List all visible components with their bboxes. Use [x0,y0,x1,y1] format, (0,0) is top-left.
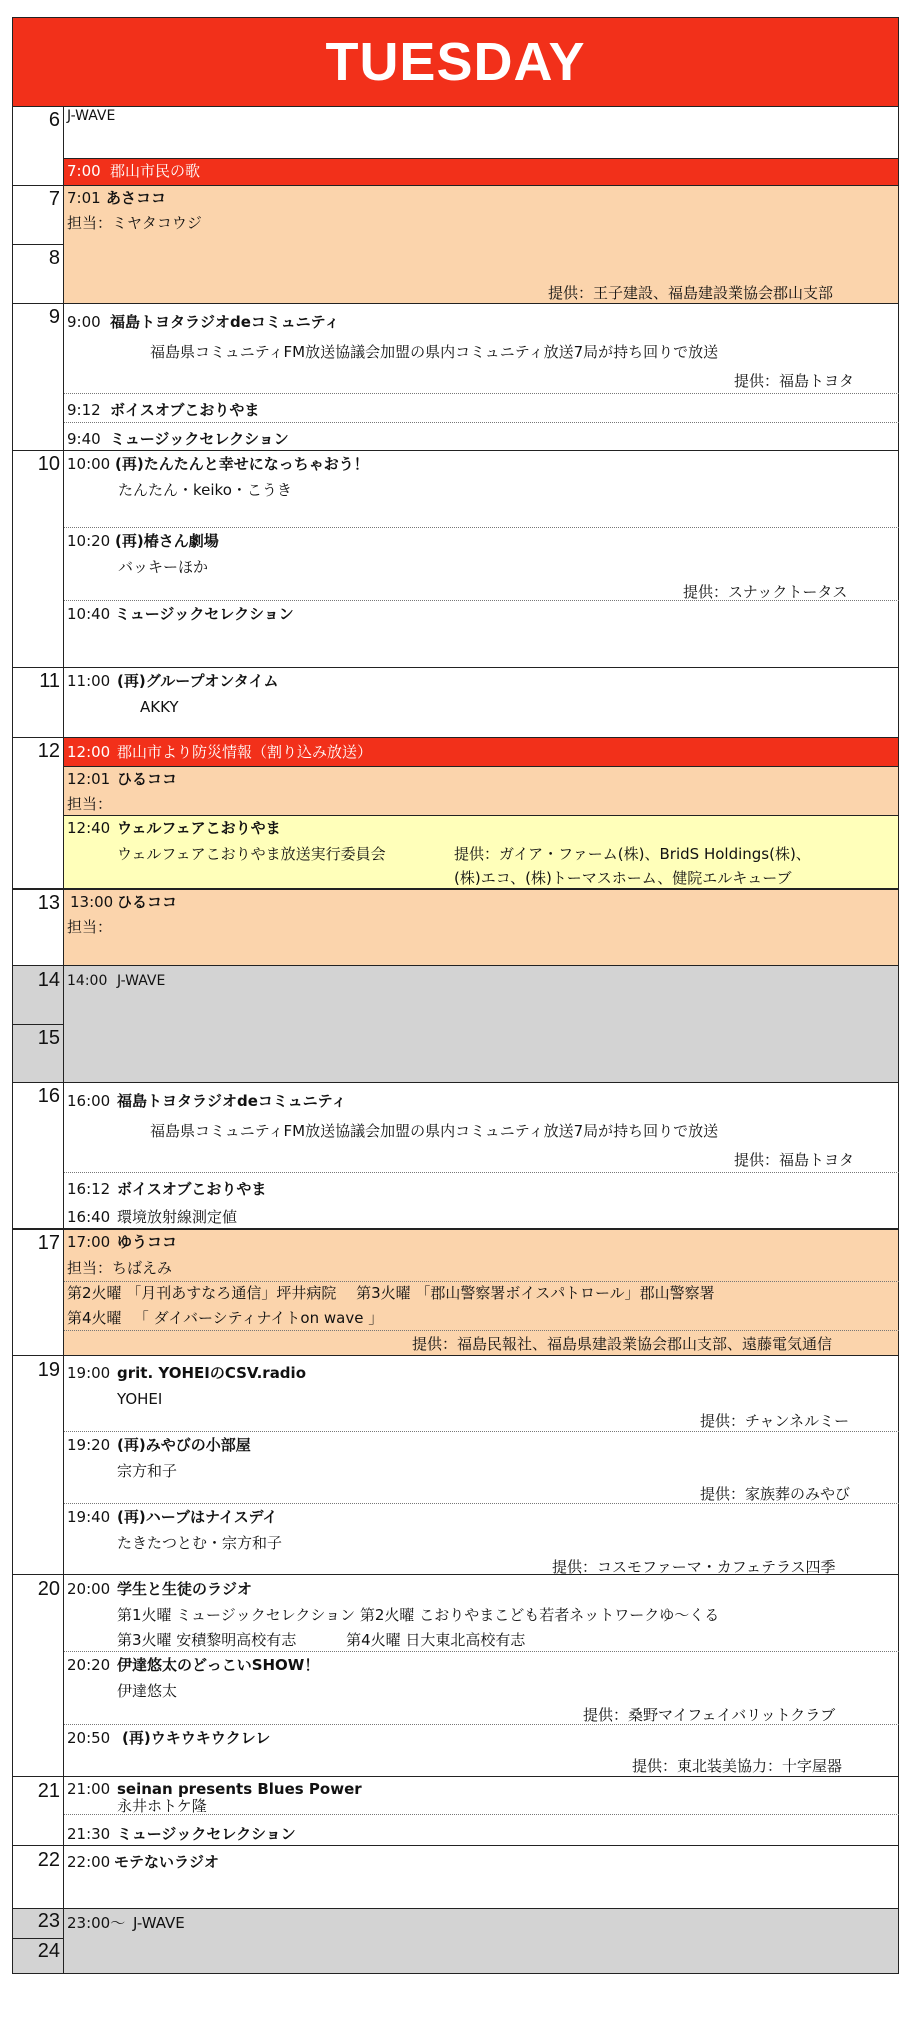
hirococo1-host: 担当： [67,795,113,813]
welfare-sponsor2: (株)エコ、(株)トーマスホーム、健院エルキューブ [454,869,792,887]
group-time: 11:00 [67,672,111,690]
sep-yucoco-lines [64,1281,899,1282]
tsubaki-title: (再)椿さん劇場 [115,532,219,550]
music-940-time: 9:40 [67,430,101,448]
herb-title: (再)ハーブはナイスデイ [117,1508,278,1526]
group-host: AKKY [140,698,179,716]
grit-time: 19:00 [67,1364,111,1382]
group-title: (再)グループオンタイム [117,672,279,690]
music-2130-title: ミュージックセレクション [117,1825,296,1843]
anthem-title: 郡山市民の歌 [110,162,201,180]
herb-sponsor: 提供：コスモファーマ・カフェテラス四季 [552,1558,836,1576]
gakusei-line2: 第3火曜 安積黎明高校有志 第4火曜 日大東北高校有志 [117,1631,526,1649]
hirococo2-host: 担当： [67,918,113,936]
voice-pm-time: 16:12 [67,1180,111,1198]
miyabi-title: (再)みやびの小部屋 [117,1436,251,1454]
sep-912 [64,393,899,394]
gakusei-title: 学生と生徒のラジオ [117,1580,253,1598]
jwave-night-title: J-WAVE [133,1914,185,1932]
yucoco-host: 担当：ちばえみ [67,1259,173,1277]
hirococo2-title: ひるココ [117,893,178,911]
date-time: 20:20 [67,1656,111,1674]
miyabi-host: 宗方和子 [117,1462,178,1480]
hour-7: 7 [48,188,60,210]
day-title: TUESDAY [325,32,586,92]
jwave-morning-title: J-WAVE [67,108,116,124]
community-am-title: 福島トヨタラジオdeコミュニティ [110,313,340,331]
community-pm-desc: 福島県コミュニティFM放送協議会加盟の県内コミュニティ放送7局が持ち回りで放送 [150,1122,719,1140]
blues-host: 永井ホトケ隆 [117,1797,207,1815]
tsubaki-sponsor: 提供：スナックトータス [683,583,848,601]
yucoco-title: ゆうココ [117,1233,178,1251]
hour-24: 24 [37,1940,60,1962]
yucoco-time: 17:00 [67,1233,111,1251]
grit-sponsor: 提供：チャンネルミー [700,1412,850,1430]
asacoco-title: あさココ [106,189,167,207]
sep-1612 [64,1172,899,1173]
welfare-time: 12:40 [67,819,111,837]
bousai-time: 12:00 [67,743,111,761]
ukulele-sponsor: 提供：東北装美協力：十字屋器 [632,1757,843,1775]
hour-23: 23 [37,1910,60,1932]
voice-pm-title: ボイスオブこおりやま [117,1180,267,1198]
hour-22: 22 [37,1849,60,1871]
tsubaki-time: 10:20 [67,532,111,550]
tantan-title: (再)たんたんと幸せになっちゃおう！ [115,455,369,473]
jwave-afternoon-title: J-WAVE [117,973,166,989]
hour-16: 16 [37,1085,60,1107]
sep-1240 [64,815,899,816]
music-2130-time: 21:30 [67,1825,111,1843]
hour-20: 20 [37,1578,60,1600]
hirococo1-time: 12:01 [67,770,111,788]
hour-21: 21 [37,1780,60,1802]
welfare-org: ウェルフェアこおりやま放送実行委員会 [117,845,386,863]
herb-hosts: たきたつとむ・宗方和子 [117,1534,283,1552]
date-title: 伊達悠太のどっこいSHOW！ [117,1656,320,1674]
music-940-title: ミュージックセレクション [110,430,289,448]
sep-940 [64,422,899,423]
blues-time: 21:00 [67,1780,111,1798]
hour-sep-8 [12,244,64,245]
motenai-time: 22:00 [67,1853,111,1871]
voice-am-time: 9:12 [67,401,101,419]
asacoco-sponsor: 提供：王子建設、福島建設業協会郡山支部 [548,284,834,302]
music-1040-time: 10:40 [67,605,111,623]
sep-1920 [64,1431,899,1432]
bousai-title: 郡山市より防災情報（割り込み放送） [117,743,373,761]
community-pm-time: 16:00 [67,1092,111,1110]
hour-9: 9 [48,306,60,328]
motenai-title: モテないラジオ [114,1853,220,1871]
sep-anthem [64,158,899,159]
hirococo1-title: ひるココ [117,770,178,788]
jwave-night-time: 23:00〜 [67,1914,126,1932]
community-am-sponsor: 提供：福島トヨタ [734,372,855,390]
date-sponsor: 提供：桑野マイフェイバリットクラブ [583,1706,836,1724]
blues-title: seinan presents Blues Power [117,1780,362,1798]
sep-2020 [64,1651,899,1652]
community-pm-title: 福島トヨタラジオdeコミュニティ [117,1092,347,1110]
jwave-afternoon-time: 14:00 [67,973,108,989]
sep-1020 [64,527,899,528]
hour-6: 6 [48,109,60,131]
gakusei-time: 20:00 [67,1580,111,1598]
hour-8: 8 [48,247,60,269]
hour-sep-15 [12,1024,64,1025]
miyabi-time: 19:20 [67,1436,111,1454]
hirococo2-time: 13:00 [70,893,114,911]
gakusei-line1: 第1火曜 ミュージックセレクション 第2火曜 こおりやまこども若者ネットワークゆ〜くる [117,1606,720,1624]
asacoco-time: 7:01 [67,189,101,207]
herb-time: 19:40 [67,1508,111,1526]
welfare-title: ウェルフェアこおりやま [117,819,281,837]
ukulele-time: 20:50 [67,1729,111,1747]
date-host: 伊達悠太 [117,1682,178,1700]
community-am-time: 9:00 [67,313,101,331]
ukulele-title: (再)ウキウキウクレレ [122,1729,271,1747]
hour-sep-24 [12,1938,64,1939]
tsubaki-hosts: バッキーほか [118,558,209,576]
community-am-desc: 福島県コミュニティFM放送協議会加盟の県内コミュニティ放送7局が持ち回りで放送 [150,343,719,361]
tantan-hosts: たんたん・keiko・こうき [118,481,292,499]
hour-14: 14 [37,969,60,991]
hour-10: 10 [37,453,60,475]
hour-13: 13 [37,892,60,914]
grit-host: YOHEI [117,1390,163,1408]
tantan-time: 10:00 [67,455,111,473]
anthem-time: 7:00 [67,162,101,180]
community-pm-sponsor: 提供：福島トヨタ [734,1151,855,1169]
hour-15: 15 [37,1027,60,1049]
sep-yucoco-sponsor [64,1330,899,1331]
hour-12: 12 [37,740,60,762]
sep-1201 [64,766,899,767]
music-1040-title: ミュージックセレクション [115,605,294,623]
day-header [12,17,899,107]
yucoco-sponsor: 提供：福島民報社、福島県建設業協会郡山支部、遠藤電気通信 [412,1335,833,1353]
grit-title: grit. YOHEIのCSV.radio [117,1364,306,1382]
hour-17: 17 [37,1232,60,1254]
hour-11: 11 [39,670,60,692]
welfare-sponsor1: 提供：ガイア・ファーム(株)、BridS Holdings(株)、 [454,845,811,863]
radiation-time: 16:40 [67,1208,111,1226]
radiation-title: 環境放射線測定値 [117,1208,238,1226]
hour-19: 19 [37,1359,60,1381]
asacoco-host: 担当：ミヤタコウジ [67,214,202,232]
miyabi-sponsor: 提供：家族葬のみやび [700,1485,851,1503]
yucoco-line2: 第4火曜 「 ダイバーシティナイトon wave 」 [67,1309,384,1327]
yucoco-line1: 第2火曜 「月刊あすなろ通信」坪井病院 第3火曜 「郡山警察署ボイスパトロール」郡山警察署 [67,1284,715,1302]
voice-am-title: ボイスオブこおりやま [110,401,260,419]
